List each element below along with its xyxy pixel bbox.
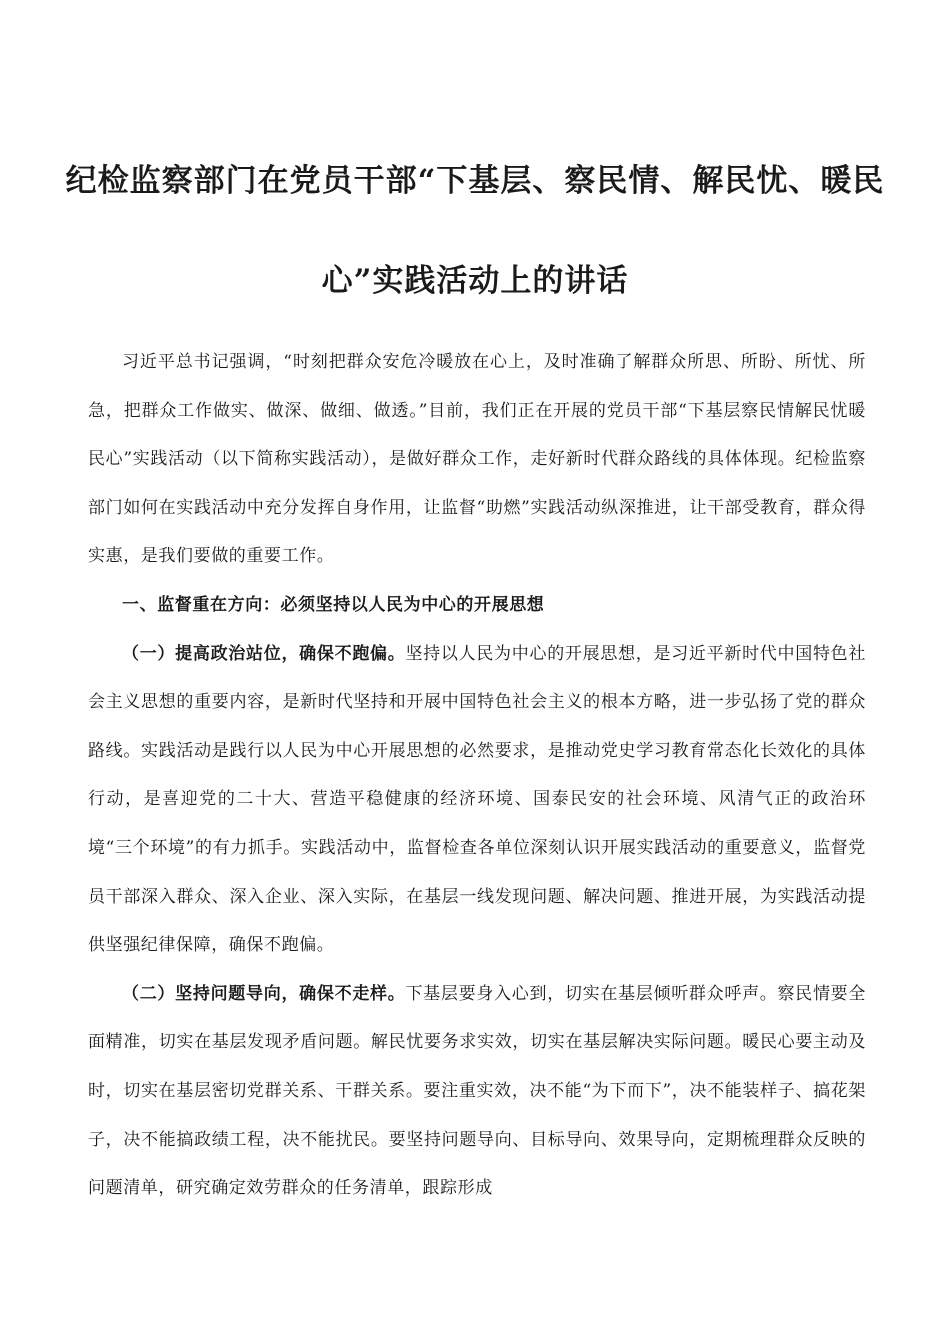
section-heading-1: 一、监督重在方向：必须坚持以人民为中心的开展思想 [122,594,545,615]
document-title-line-2: 心”实践活动上的讲话 [321,263,629,299]
intro-paragraph: 习近平总书记强调，“时刻把群众安危冷暖放在心上，及时准确了解群众所思、所盼、所忧、所急，把群众工作做实、做深、做细、做透。”目前，我们正在开展的党员干部“下基层察民情解民忧暖民心”实践活动（以下简称实践活动），是做好群众工作，走好新时代群众路线的具体体现。纪检监察部门如何在实践活动中充分发挥自身作用，让监督“助燃”实践活动纵深推进，让干部受教育，群众得实惠，是我们要做的重要工作。 [88,352,866,567]
document-body [88,338,866,1213]
item-paragraph-2 [88,970,866,1213]
item-lead-2: （二）坚持问题导向，确保不走样。 [122,983,406,1004]
item-text-2: 下基层要身入心到，切实在基层倾听群众呼声。察民情要全面精准，切实在基层发现矛盾问题。解民忧要务求实效，切实在基层解决实际问题。暖民心要主动及时，切实在基层密切党群关系、干群关系。要注重实效，决不能“为下而下”，决不能装样子、搞花架子，决不能搞政绩工程，决不能扰民。要坚持问题导向、目标导向、效果导向，定期梳理群众反映的问题清单，研究确定效劳群众的任务清单，跟踪形成 [88,983,866,1199]
item-lead-1: （一）提高政治站位，确保不跑偏。 [122,643,406,664]
item-paragraph-1 [88,630,866,970]
document-title-line-1: 纪检监察部门在党员干部“下基层、察民情、解民忧、暖民 [65,163,885,199]
item-text-1: 坚持以人民为中心的开展思想，是习近平新时代中国特色社会主义思想的重要内容，是新时代坚持和开展中国特色社会主义的根本方略，进一步弘扬了党的群众路线。实践活动是践行以人民为中心开展思想的必然要求，是推动党史学习教育常态化长效化的具体行动，是喜迎党的二十大、营造平稳健康的经济环境、国泰民安的社会环境、风清气正的政治环境“三个环境”的有力抓手。实践活动中，监督检查各单位深刻认识开展实践活动的重要意义，监督党员干部深入群众、深入企业、深入实际，在基层一线发现问题、解决问题、推进开展，为实践活动提供坚强纪律保障，确保不跑偏。 [88,643,866,956]
